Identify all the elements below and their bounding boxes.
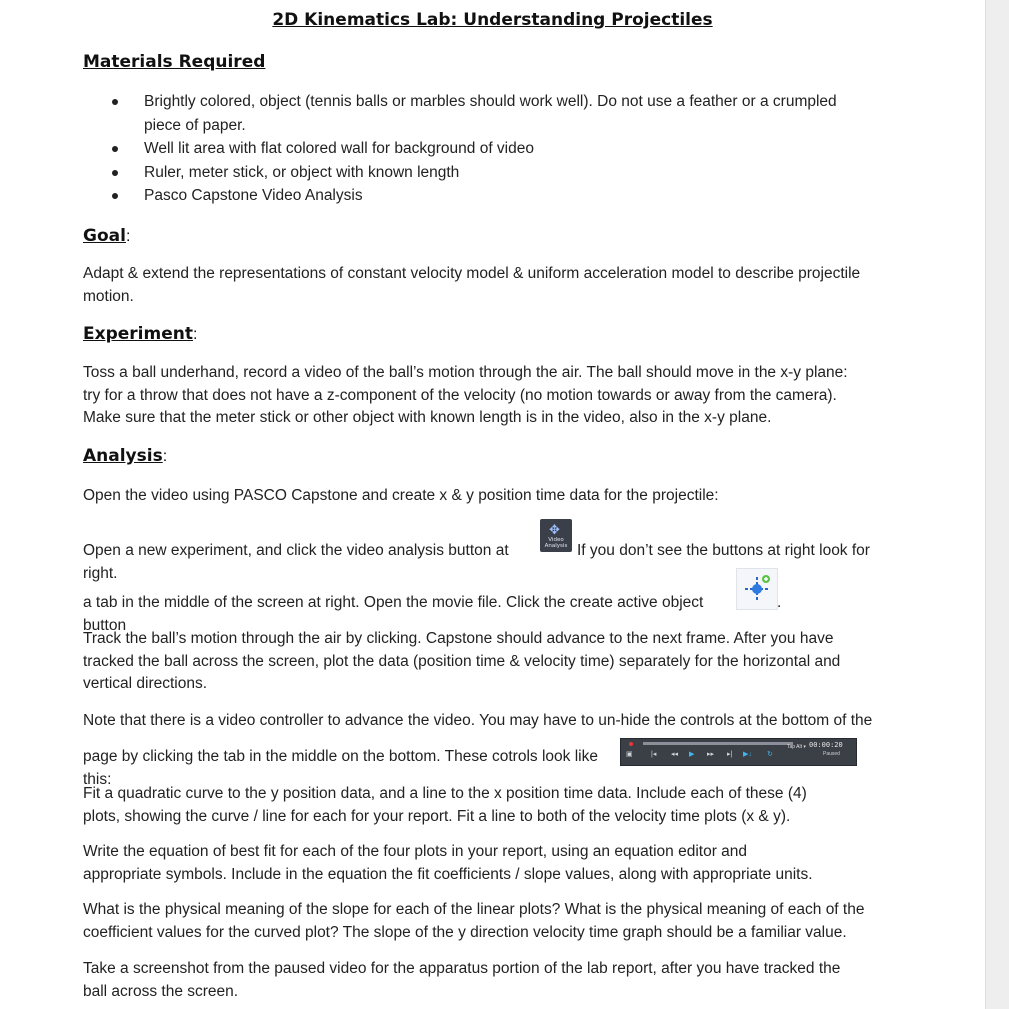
analysis-para-7: Fit a quadratic curve to the y position data, and a line to the x position time data. Include each of these (4) plots, showing the curve / line for each for your report. Fit a line to both of the velocity time plots (x & y). [83,785,807,825]
play-icon: ▶ [689,751,695,758]
list-item: Well lit area with flat colored wall for background of video [112,137,864,161]
analysis-para-1: Open the video using PASCO Capstone and create x & y position time data for the projectile: [83,487,719,504]
analysis-heading: Analysis: [83,446,168,466]
sidebar-toggle-icon: ▣ [626,751,633,758]
skip-start-icon: |◂ [651,751,657,758]
analysis-para-10: Take a screenshot from the paused video for the apparatus portion of the lab report, after you have tracked the ball across the screen. [83,960,841,1000]
list-item: Brightly colored, object (tennis balls or marbles should work well). Do not use a feather or a crumpled piece of paper. [112,90,864,137]
analysis-para-2a: Open a new experiment, and click the video analysis button at right. [83,542,509,582]
goal-heading: Goal: [83,226,131,246]
materials-heading: Materials Required [83,52,266,72]
video-controls-image: Tap Alt ▾ 00:00:20 Paused ▣ |◂ ◂◂ ▶ ▸▸ ▸| ▶↓ ↻ [620,738,857,766]
analysis-para-5: Note that there is a video controller to advance the video. You may have to un-hide the controls at the bottom of the [83,712,873,729]
step-forward-icon: ▸▸ [707,751,715,758]
goal-text: Adapt & extend the representations of constant velocity model & uniform acceleration model to describe projectile motion. [83,265,861,305]
analysis-para-2b: If you don’t see the buttons at right look for [577,542,870,559]
playback-icon: ▶↓ [743,751,752,758]
analysis-para-8: Write the equation of best fit for each of the four plots in your report, using an equation editor and appropriate symbols. Include in the equation the fit coefficients / slope values, along with appropriate units. [83,843,813,883]
analysis-para-9: What is the physical meaning of the slope for each of the linear plots? What is the physical meaning of each of the coefficient values for the curved plot? The slope of the y direction velocity time graph should be a familiar value. [83,901,865,941]
step-back-icon: ◂◂ [671,751,679,758]
loop-icon: ↻ [767,751,773,758]
analysis-para-4: Track the ball’s motion through the air by clicking. Capstone should advance to the next frame. After you have tracked the ball across the screen, plot the data (position time & velocity time) separately for the horizontal and vertical directions. [83,630,841,692]
document-title: 2D Kinematics Lab: Understanding Projectiles [272,10,713,30]
analysis-para-6: page by clicking the tab in the middle on the bottom. These cotrols look like this: [83,748,598,788]
materials-list [112,90,864,208]
create-active-object-icon [736,568,778,610]
experiment-text: Toss a ball underhand, record a video of the ball’s motion through the air. The ball should move in the x-y plane: try for a throw that does not have a z-component of the velocity (no motion towards or away from the camera). Make sure that the meter stick or other object with known length is in the video, also in the x-y plane. [83,364,848,426]
video-analysis-icon: ✥ Video Analysis [540,519,572,552]
list-item: Ruler, meter stick, or object with known length [112,161,864,185]
list-item: Pasco Capstone Video Analysis [112,184,864,208]
period-text: . [777,594,782,611]
skip-end-icon: ▸| [727,751,733,758]
experiment-heading: Experiment: [83,324,198,344]
vertical-scrollbar[interactable] [985,0,1009,1009]
analysis-para-3: a tab in the middle of the screen at right. Open the movie file. Click the create active object button [83,594,704,634]
